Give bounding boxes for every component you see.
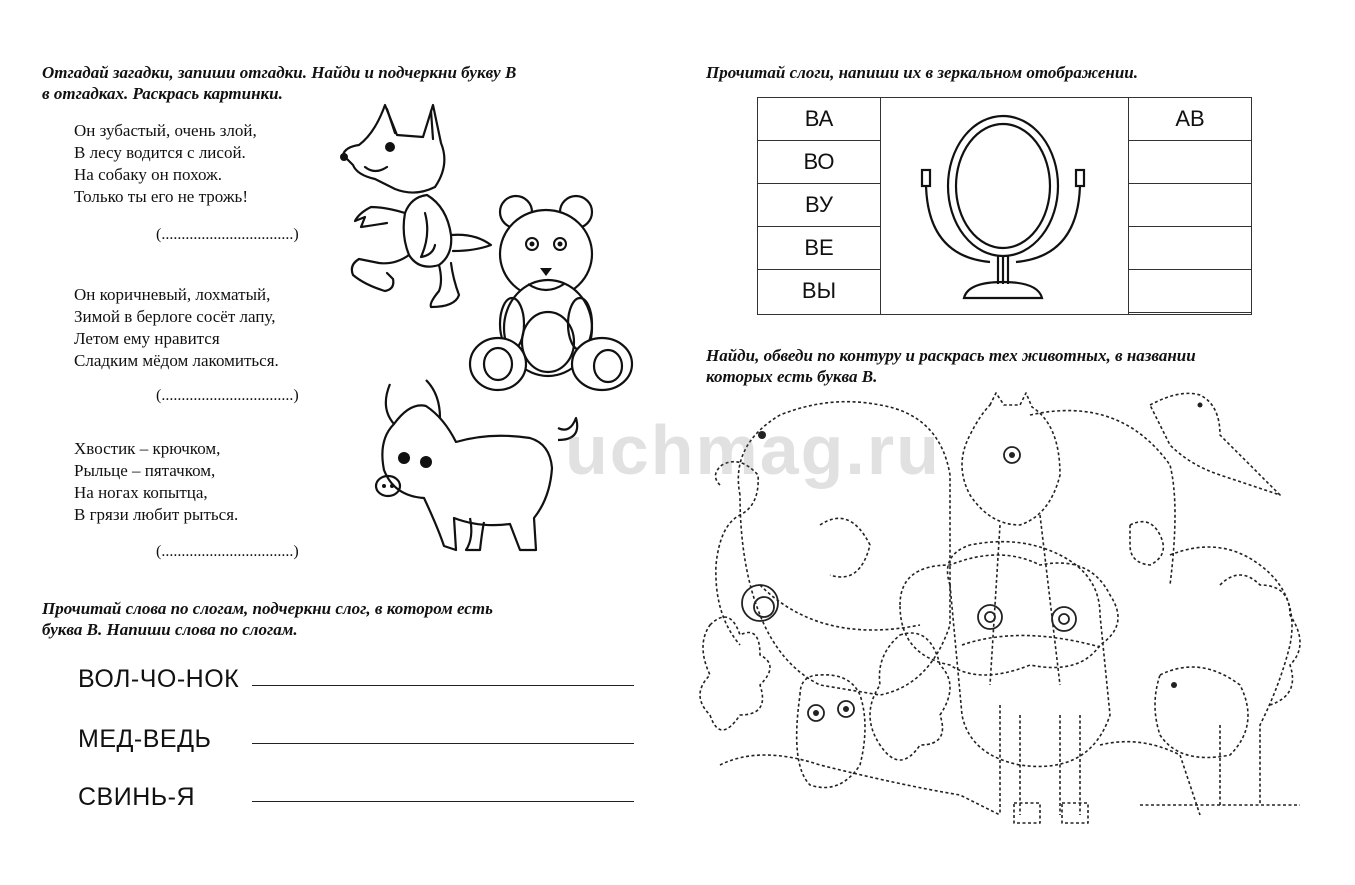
riddle-line: В лесу водится с лисой. xyxy=(74,143,246,162)
mirrored-cell[interactable] xyxy=(1129,141,1251,184)
riddle-answer-blank[interactable]: (.................................) xyxy=(156,543,299,560)
writing-line[interactable] xyxy=(252,743,634,744)
riddle-bear xyxy=(74,284,279,372)
word-svinya: СВИНЬ-Я xyxy=(78,783,196,811)
riddle-wolf xyxy=(74,120,257,208)
riddle-line: Сладким мёдом лакомиться. xyxy=(74,351,279,370)
task-animals-line2: которых есть буква В. xyxy=(706,367,878,386)
task-syllables-instruction xyxy=(42,598,493,640)
task-animals-line1: Найди, обведи по контуру и раскрась тех животных, в названии xyxy=(706,346,1196,365)
syllable-cell: ВА xyxy=(758,98,880,141)
word-volchonok: ВОЛ-ЧО-НОК xyxy=(78,665,240,693)
syllable-mirror-table xyxy=(757,97,1252,315)
pig-drawing xyxy=(370,378,585,558)
syllable-cell: ВЫ xyxy=(801,278,837,303)
task-syllables-line2: буква В. Напиши слова по слогам. xyxy=(42,620,298,639)
riddle-line: Рыльце – пятачком, xyxy=(74,461,216,480)
task-riddles-line2: в отгадках. Раскрась картинки. xyxy=(42,84,283,103)
task-syllables-line1: Прочитай слова по слогам, подчеркни слог, в котором есть xyxy=(42,599,493,618)
riddle-line: Летом ему нравится xyxy=(74,329,220,348)
syllable-cell: ВУ xyxy=(758,184,880,227)
riddle-line: На собаку он похож. xyxy=(74,165,223,184)
syllable-cell: ВО xyxy=(758,141,880,184)
word-medved: МЕД-ВЕДЬ xyxy=(78,725,212,753)
writing-line[interactable] xyxy=(252,801,634,802)
task-mirror-instruction: Прочитай слоги, напиши их в зеркальном отображении. xyxy=(706,63,1138,82)
table-divider xyxy=(880,98,881,314)
task-animals-instruction xyxy=(706,345,1196,387)
mirror-icon xyxy=(918,106,1088,306)
riddle-line: Он коричневый, лохматый, xyxy=(74,285,271,304)
riddle-pig xyxy=(74,438,238,526)
syllables-column xyxy=(758,98,880,314)
syllable-cell: ВЕ xyxy=(758,227,880,270)
riddle-answer-blank[interactable]: (.................................) xyxy=(156,226,299,243)
mirrored-cell[interactable] xyxy=(1129,270,1251,313)
bear-drawing xyxy=(468,192,638,402)
riddle-line: Зимой в берлоге сосёт лапу, xyxy=(74,307,276,326)
riddle-answer-blank[interactable]: (.................................) xyxy=(156,387,299,404)
riddle-line: Он зубастый, очень злой, xyxy=(74,121,257,140)
riddle-line: Только ты его не трожь! xyxy=(74,187,248,206)
mirrored-column xyxy=(1129,98,1251,314)
riddle-line: В грязи любит рыться. xyxy=(74,505,239,524)
task-riddles-line1: Отгадай загадки, запиши отгадки. Найди и подчеркни букву В xyxy=(42,63,517,82)
writing-line[interactable] xyxy=(252,685,634,686)
mirrored-cell[interactable]: АВ xyxy=(1129,98,1251,141)
mirrored-cell[interactable] xyxy=(1129,227,1251,270)
riddle-line: На ногах копытца, xyxy=(74,483,208,502)
watermark-text: uchmag.ru xyxy=(565,411,941,489)
riddle-line: Хвостик – крючком, xyxy=(74,439,221,458)
mirrored-cell[interactable] xyxy=(1129,184,1251,227)
